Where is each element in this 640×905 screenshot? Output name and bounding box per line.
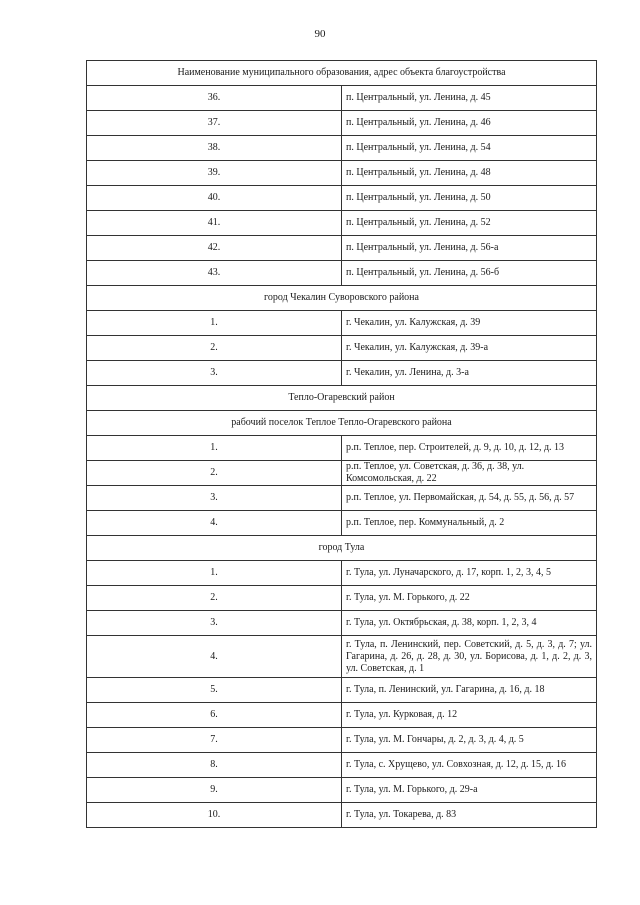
row-number: 4.	[87, 636, 342, 678]
table-row	[87, 186, 597, 211]
row-number: 43.	[87, 261, 342, 286]
row-address: р.п. Теплое, пер. Коммунальный, д. 2	[342, 511, 597, 536]
row-number: 3.	[87, 611, 342, 636]
table-row	[87, 753, 597, 778]
row-number: 3.	[87, 361, 342, 386]
row-address: п. Центральный, ул. Ленина, д. 56-а	[342, 236, 597, 261]
table-row	[87, 803, 597, 828]
table-row	[87, 586, 597, 611]
row-address: р.п. Теплое, ул. Первомайская, д. 54, д. 55, д. 56, д. 57	[342, 486, 597, 511]
row-address: г. Тула, ул. Токарева, д. 83	[342, 803, 597, 828]
row-address: п. Центральный, ул. Ленина, д. 45	[342, 86, 597, 111]
table-row	[87, 86, 597, 111]
row-address: г. Чекалин, ул. Калужская, д. 39	[342, 311, 597, 336]
row-address: п. Центральный, ул. Ленина, д. 46	[342, 111, 597, 136]
table-row	[87, 703, 597, 728]
row-number: 1.	[87, 311, 342, 336]
row-number: 38.	[87, 136, 342, 161]
row-number: 6.	[87, 703, 342, 728]
page-number: 90	[314, 28, 326, 40]
table-row	[87, 261, 597, 286]
table-row	[87, 461, 597, 486]
table-row	[87, 728, 597, 753]
section-row	[87, 536, 597, 561]
row-number: 9.	[87, 778, 342, 803]
section-title: город Чекалин Суворовского района	[87, 286, 597, 311]
row-address: г. Тула, ул. М. Горького, д. 29-а	[342, 778, 597, 803]
table-row	[87, 611, 597, 636]
table-row	[87, 136, 597, 161]
row-address: р.п. Теплое, пер. Строителей, д. 9, д. 10, д. 12, д. 13	[342, 436, 597, 461]
table-body	[87, 61, 597, 828]
table-row	[87, 236, 597, 261]
table-row	[87, 678, 597, 703]
row-number: 2.	[87, 586, 342, 611]
section-title: город Тула	[87, 536, 597, 561]
row-address: г. Тула, п. Ленинский, пер. Советский, д. 5, д. 3, д. 7; ул. Гагарина, д. 26, д. 28, д. 30, ул. Борисова, д. 1, д. 2, д. 3, ул. Советская, д. 1	[342, 636, 597, 678]
row-number: 8.	[87, 753, 342, 778]
row-number: 40.	[87, 186, 342, 211]
table-header: Наименование муниципального образования, адрес объекта благоустройства	[87, 61, 597, 86]
table-header-row	[87, 61, 597, 86]
row-address: р.п. Теплое, ул. Советская, д. 36, д. 38, ул. Комсомольская, д. 22	[342, 461, 597, 486]
row-address: г. Чекалин, ул. Калужская, д. 39-а	[342, 336, 597, 361]
row-address: п. Центральный, ул. Ленина, д. 50	[342, 186, 597, 211]
row-address: п. Центральный, ул. Ленина, д. 48	[342, 161, 597, 186]
row-number: 36.	[87, 86, 342, 111]
objects-table	[86, 60, 597, 828]
section-row	[87, 286, 597, 311]
section-title: рабочий поселок Теплое Тепло-Огаревского района	[87, 411, 597, 436]
row-number: 10.	[87, 803, 342, 828]
table-row	[87, 778, 597, 803]
row-address: п. Центральный, ул. Ленина, д. 56-б	[342, 261, 597, 286]
row-number: 3.	[87, 486, 342, 511]
row-number: 42.	[87, 236, 342, 261]
row-number: 39.	[87, 161, 342, 186]
table-row	[87, 636, 597, 678]
row-number: 2.	[87, 336, 342, 361]
row-number: 1.	[87, 436, 342, 461]
section-title: Тепло-Огаревский район	[87, 386, 597, 411]
table-row	[87, 436, 597, 461]
row-address: п. Центральный, ул. Ленина, д. 54	[342, 136, 597, 161]
row-number: 2.	[87, 461, 342, 486]
row-address: г. Тула, ул. М. Гончары, д. 2, д. 3, д. 4, д. 5	[342, 728, 597, 753]
table-row	[87, 311, 597, 336]
row-number: 7.	[87, 728, 342, 753]
row-address: г. Тула, ул. М. Горького, д. 22	[342, 586, 597, 611]
table-row	[87, 361, 597, 386]
table-row	[87, 511, 597, 536]
section-row	[87, 411, 597, 436]
row-address: г. Тула, ул. Октябрьская, д. 38, корп. 1, 2, 3, 4	[342, 611, 597, 636]
row-number: 41.	[87, 211, 342, 236]
section-row	[87, 386, 597, 411]
row-number: 5.	[87, 678, 342, 703]
table-row	[87, 336, 597, 361]
row-address: п. Центральный, ул. Ленина, д. 52	[342, 211, 597, 236]
table-row	[87, 161, 597, 186]
table-row	[87, 111, 597, 136]
row-number: 4.	[87, 511, 342, 536]
row-number: 37.	[87, 111, 342, 136]
row-address: г. Чекалин, ул. Ленина, д. 3-а	[342, 361, 597, 386]
row-address: г. Тула, ул. Курковая, д. 12	[342, 703, 597, 728]
row-address: г. Тула, п. Ленинский, ул. Гагарина, д. 16, д. 18	[342, 678, 597, 703]
table-row	[87, 486, 597, 511]
row-address: г. Тула, с. Хрущево, ул. Совхозная, д. 12, д. 15, д. 16	[342, 753, 597, 778]
row-address: г. Тула, ул. Луначарского, д. 17, корп. 1, 2, 3, 4, 5	[342, 561, 597, 586]
table-row	[87, 211, 597, 236]
table-row	[87, 561, 597, 586]
row-number: 1.	[87, 561, 342, 586]
